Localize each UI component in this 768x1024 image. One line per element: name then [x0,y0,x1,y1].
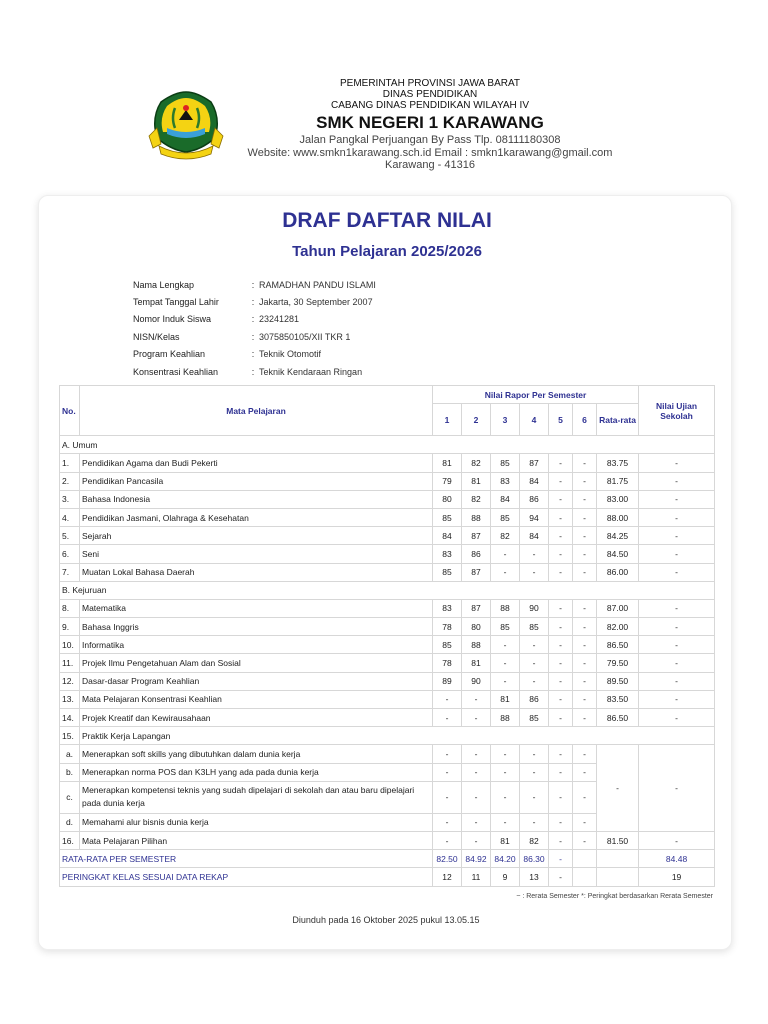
semester-score: 86 [462,545,491,563]
empty-cell [597,850,639,868]
semester-score: - [549,599,573,617]
sub-item-name: Memahami alur bisnis dunia kerja [80,813,433,831]
identity-colon: : [251,349,255,360]
average-score: 89.50 [597,672,639,690]
semester-score: - [433,831,462,849]
semester-score: - [462,831,491,849]
identity-label: Program Keahlian [133,349,206,360]
subject-name: Projek Ilmu Pengetahuan Alam dan Sosial [80,654,433,672]
semester-score: - [573,745,597,763]
semester-score: - [549,636,573,654]
exam-score: - [639,654,715,672]
identity-value: 23241281 [259,314,300,325]
sub-item-letter: c. [60,781,80,813]
semester-score: 82 [462,454,491,472]
exam-score: - [639,563,715,581]
row-number: 1. [60,454,80,472]
section-vocational: B. Kejuruan [60,581,715,599]
average-score: 87.00 [597,599,639,617]
table-row [60,545,715,563]
sub-item-name: Menerapkan soft skills yang dibutuhkan dalam dunia kerja [80,745,433,763]
semester-score: 94 [520,508,549,526]
semester-score: - [520,781,549,813]
exam-score: - [639,472,715,490]
row-number: 2. [60,472,80,490]
semester-score: - [549,508,573,526]
footnote: ~ : Rerata Semester *: Peringkat berdasarkan Rerata Semester [516,893,713,900]
class-rank: 9 [491,868,520,886]
identity-value: Jakarta, 30 September 2007 [259,297,373,308]
letterhead [0,78,768,178]
letterhead-text [220,78,640,172]
semester-score: - [573,709,597,727]
school-address: Jalan Pangkal Perjuangan By Pass Tlp. 08111180308 [299,134,561,146]
semester-score: 81 [462,472,491,490]
exam-score: - [639,672,715,690]
exam-average: 84.48 [639,850,715,868]
identity-row [133,293,376,310]
identity-label: Konsentrasi Keahlian [133,366,219,377]
semester-score: - [549,672,573,690]
class-rank: 12 [433,868,462,886]
average-score: 86.50 [597,709,639,727]
identity-row [133,328,376,345]
semester-score: - [491,672,520,690]
class-rank-label: PERINGKAT KELAS SESUAI DATA REKAP [60,868,433,886]
semester-average: 86.30 [520,850,549,868]
semester-score: - [573,545,597,563]
semester-score: 89 [433,672,462,690]
identity-colon: : [251,366,255,377]
row-number: 11. [60,654,80,672]
semester-score: 84 [520,472,549,490]
table-row [60,508,715,526]
semester-score: - [549,563,573,581]
semester-score: 85 [433,563,462,581]
semester-score: 80 [433,490,462,508]
school-name: SMK NEGERI 1 KARAWANG [316,113,544,132]
semester-score: 82 [520,831,549,849]
exam-score: - [639,508,715,526]
average-score: 83.00 [597,490,639,508]
semester-score: - [573,563,597,581]
col-report-group: Nilai Rapor Per Semester [433,386,639,404]
semester-score: 90 [462,672,491,690]
semester-score: - [573,472,597,490]
row-number: 15. [60,727,80,745]
semester-score: - [549,745,573,763]
semester-score: - [573,831,597,849]
exam-score: - [639,831,715,849]
col-average: Rata-rata [597,404,639,436]
identity-label: Nama Lengkap [133,279,195,290]
semester-score: - [520,763,549,781]
semester-score: - [549,490,573,508]
subject-name: Dasar-dasar Program Keahlian [80,672,433,690]
semester-score: - [549,654,573,672]
exam-score: - [639,527,715,545]
average-score: 82.00 [597,618,639,636]
row-number: 10. [60,636,80,654]
semester-score: 85 [491,454,520,472]
class-rank: - [549,868,573,886]
table-row [60,527,715,545]
exam-score: - [639,490,715,508]
table-row [60,490,715,508]
row-number: 12. [60,672,80,690]
average-score: 83.75 [597,454,639,472]
semester-score: - [549,472,573,490]
semester-score: 80 [462,618,491,636]
average-score: 84.25 [597,527,639,545]
gov-line: PEMERINTAH PROVINSI JAWA BARAT [339,78,521,89]
col-sem-4: 4 [520,404,549,436]
semester-score: 88 [462,636,491,654]
semester-score: - [491,545,520,563]
empty-cell [573,868,597,886]
identity-colon: : [251,331,255,342]
average-score: - [597,745,639,832]
identity-colon: : [251,297,255,308]
semester-score: 87 [462,599,491,617]
semester-score: - [491,636,520,654]
semester-score: - [433,745,462,763]
row-number: 7. [60,563,80,581]
semester-score: 85 [491,618,520,636]
semester-score: - [433,813,462,831]
semester-score: - [491,813,520,831]
school-city: Karawang - 41316 [385,159,475,171]
identity-value: RAMADHAN PANDU ISLAMI [259,279,376,290]
col-sem-6: 6 [573,404,597,436]
semester-score: - [520,745,549,763]
semester-score: - [491,763,520,781]
table-row [60,454,715,472]
semester-score: - [573,490,597,508]
semester-score: - [433,781,462,813]
identity-row [133,363,376,380]
exam-score: - [639,709,715,727]
row-number: 9. [60,618,80,636]
exam-score: - [639,690,715,708]
subject-name: Sejarah [80,527,433,545]
semester-score: - [549,763,573,781]
row-number: 5. [60,527,80,545]
row-number: 6. [60,545,80,563]
semester-score: 82 [491,527,520,545]
semester-score: - [491,654,520,672]
subject-name: Pendidikan Pancasila [80,472,433,490]
semester-score: - [520,563,549,581]
identity-value: Teknik Kendaraan Ringan [259,366,363,377]
section-row [60,581,715,599]
download-timestamp: Diunduh pada 16 Oktober 2025 pukul 13.05.15 [292,915,480,925]
average-score: 88.00 [597,508,639,526]
sub-item-name: Menerapkan norma POS dan K3LH yang ada pada dunia kerja [80,763,433,781]
semester-average-label: RATA-RATA PER SEMESTER [60,850,433,868]
semester-score: - [433,709,462,727]
semester-score: 81 [462,654,491,672]
semester-score: 86 [520,490,549,508]
average-score: 79.50 [597,654,639,672]
identity-label: NISN/Kelas [133,331,180,342]
semester-score: 78 [433,618,462,636]
semester-score: - [573,599,597,617]
average-score: 83.50 [597,690,639,708]
semester-score: - [549,545,573,563]
subject-name: Bahasa Indonesia [80,490,433,508]
semester-score: - [491,563,520,581]
semester-score: - [549,690,573,708]
identity-row [133,346,376,363]
identity-row [133,311,376,328]
table-row [60,654,715,672]
average-score: 81.50 [597,831,639,849]
semester-score: - [433,763,462,781]
table-row [60,727,715,745]
average-score: 86.50 [597,636,639,654]
semester-score: - [520,672,549,690]
exam-score: - [639,636,715,654]
table-row [60,709,715,727]
table-row [60,672,715,690]
subject-name: Informatika [80,636,433,654]
sub-item-letter: d. [60,813,80,831]
average-score: 86.00 [597,563,639,581]
semester-score: 85 [520,709,549,727]
semester-score: - [549,618,573,636]
semester-score: - [573,454,597,472]
semester-score: 83 [433,599,462,617]
exam-score: - [639,599,715,617]
semester-score: - [573,690,597,708]
school-contact: Website: www.smkn1karawang.sch.id Email : smkn1karawang@gmail.com [247,146,613,159]
identity-row [133,276,376,293]
report-content [57,196,717,916]
class-rank-row [60,868,715,886]
student-identity [133,276,376,380]
grades-table [59,385,715,887]
subject-name: Mata Pelajaran Konsentrasi Keahlian [80,690,433,708]
col-sem-2: 2 [462,404,491,436]
semester-score: 81 [491,690,520,708]
semester-score: - [573,672,597,690]
table-row [60,618,715,636]
semester-score: 87 [462,563,491,581]
identity-value: Teknik Otomotif [259,349,322,360]
semester-score: 86 [520,690,549,708]
table-row [60,690,715,708]
semester-score: - [549,781,573,813]
semester-score: 85 [491,508,520,526]
semester-score: - [520,545,549,563]
subject-name: Seni [80,545,433,563]
subject-name: Muatan Lokal Bahasa Daerah [80,563,433,581]
semester-score: - [491,781,520,813]
subject-name: Mata Pelajaran Pilihan [80,831,433,849]
table-row [60,636,715,654]
semester-score: - [462,745,491,763]
table-row [60,599,715,617]
sub-item-name: Menerapkan kompetensi teknis yang sudah dipelajari di sekolah dan atau baru dipelajari pada dunia kerja [80,781,433,813]
semester-score: - [573,654,597,672]
table-row [60,563,715,581]
sub-item-letter: a. [60,745,80,763]
exam-rank: 19 [639,868,715,886]
exam-score: - [639,618,715,636]
row-number: 14. [60,709,80,727]
semester-score: 84 [433,527,462,545]
semester-score: - [549,831,573,849]
document-title: DRAF DAFTAR NILAI [282,209,492,232]
semester-score: 83 [491,472,520,490]
semester-score: 79 [433,472,462,490]
west-java-emblem-icon [145,88,227,160]
subject-name: Praktik Kerja Lapangan [80,727,715,745]
semester-score: - [520,654,549,672]
semester-average-row [60,850,715,868]
semester-score: - [549,454,573,472]
subject-name: Pendidikan Jasmani, Olahraga & Kesehatan [80,508,433,526]
class-rank: 13 [520,868,549,886]
col-sem-1: 1 [433,404,462,436]
semester-score: - [573,636,597,654]
semester-score: - [462,781,491,813]
semester-score: 85 [433,636,462,654]
col-subject: Mata Pelajaran [80,386,433,436]
dept-line: DINAS PENDIDIKAN [382,89,478,100]
semester-score: 81 [491,831,520,849]
semester-average: 82.50 [433,850,462,868]
semester-score: - [520,636,549,654]
section-general: A. Umum [60,436,715,454]
col-sem-3: 3 [491,404,520,436]
semester-score: - [462,690,491,708]
table-row [60,745,715,763]
semester-average: - [549,850,573,868]
semester-score: 87 [520,454,549,472]
semester-score: 88 [491,599,520,617]
row-number: 4. [60,508,80,526]
average-score: 81.75 [597,472,639,490]
semester-score: - [549,709,573,727]
semester-score: 85 [520,618,549,636]
row-number: 16. [60,831,80,849]
semester-score: 82 [462,490,491,508]
semester-score: 88 [491,709,520,727]
semester-score: 84 [491,490,520,508]
semester-score: - [462,763,491,781]
semester-score: 84 [520,527,549,545]
semester-score: - [520,813,549,831]
semester-score: 83 [433,545,462,563]
identity-colon: : [251,314,255,325]
col-no: No. [60,386,80,436]
subject-name: Bahasa Inggris [80,618,433,636]
semester-score: 78 [433,654,462,672]
semester-score: - [549,813,573,831]
table-row [60,831,715,849]
semester-score: 81 [433,454,462,472]
class-rank: 11 [462,868,491,886]
semester-average: 84.92 [462,850,491,868]
row-number: 13. [60,690,80,708]
subject-name: Projek Kreatif dan Kewirausahaan [80,709,433,727]
identity-label: Tempat Tanggal Lahir [133,297,219,308]
semester-average: 84.20 [491,850,520,868]
semester-score: - [491,745,520,763]
sub-item-letter: b. [60,763,80,781]
exam-score: - [639,545,715,563]
semester-score: - [549,527,573,545]
semester-score: - [573,763,597,781]
empty-cell [597,868,639,886]
academic-year: Tahun Pelajaran 2025/2026 [292,243,482,260]
semester-score: 85 [433,508,462,526]
semester-score: 88 [462,508,491,526]
branch-line: CABANG DINAS PENDIDIKAN WILAYAH IV [330,100,529,111]
semester-score: - [462,813,491,831]
subject-name: Pendidikan Agama dan Budi Pekerti [80,454,433,472]
semester-score: - [433,690,462,708]
row-number: 3. [60,490,80,508]
semester-score: - [462,709,491,727]
semester-score: - [573,527,597,545]
identity-colon: : [251,279,255,290]
table-row [60,472,715,490]
average-score: 84.50 [597,545,639,563]
subject-name: Matematika [80,599,433,617]
empty-cell [573,850,597,868]
semester-score: - [573,508,597,526]
semester-score: - [573,618,597,636]
semester-score: 87 [462,527,491,545]
col-sem-5: 5 [549,404,573,436]
exam-score: - [639,454,715,472]
report-card [38,195,732,950]
semester-score: - [573,781,597,813]
exam-score: - [639,745,715,832]
semester-score: - [573,813,597,831]
identity-value: 3075850105/XII TKR 1 [259,331,351,342]
semester-score: 90 [520,599,549,617]
row-number: 8. [60,599,80,617]
identity-label: Nomor Induk Siswa [133,314,212,325]
col-school-exam: Nilai Ujian Sekolah [639,386,715,436]
